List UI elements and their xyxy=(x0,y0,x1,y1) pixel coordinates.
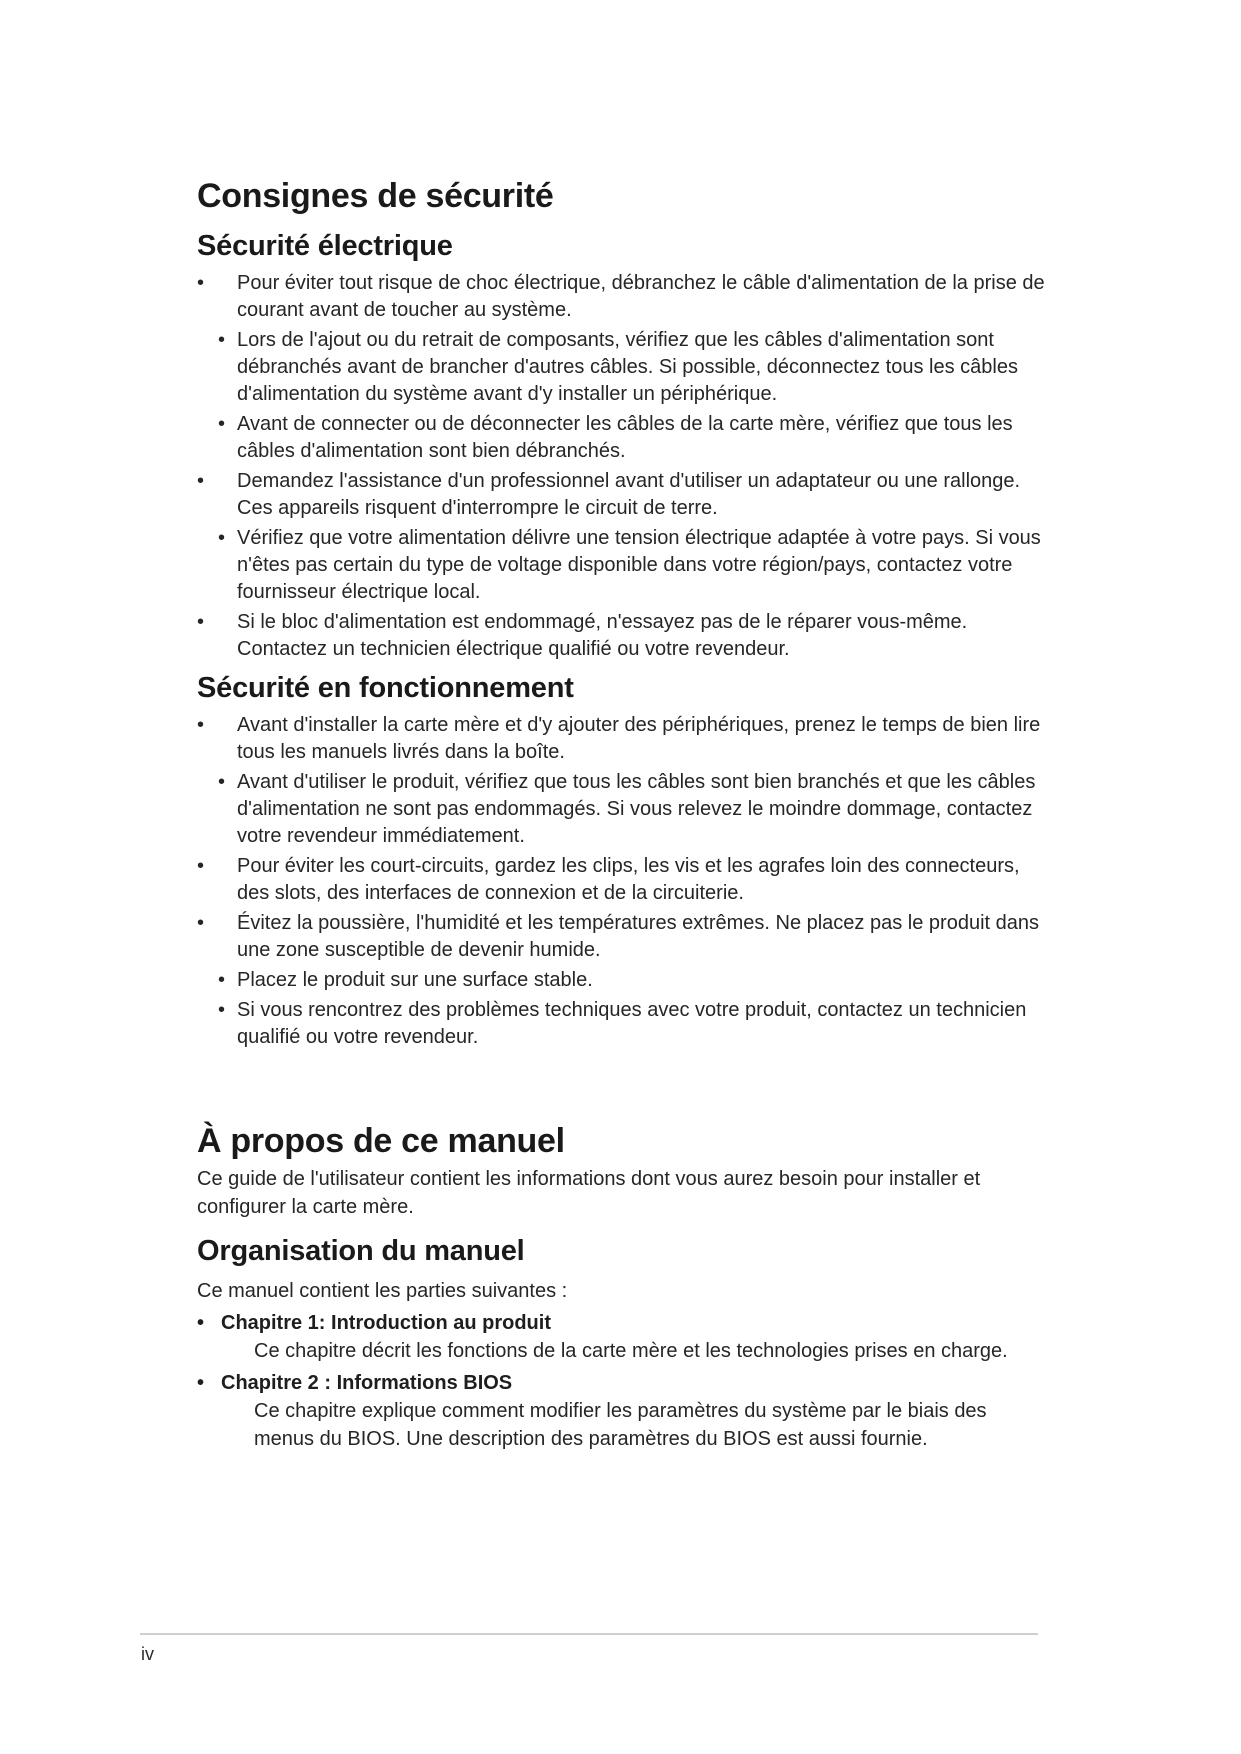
list-item: • Pour éviter les court-circuits, gardez les clips, les vis et les agrafes loin des connecteurs, des slots, des interfaces de connexion et de la circuiterie. xyxy=(197,855,1020,904)
bullet-icon: • xyxy=(218,413,226,435)
list-item: • Placez le produit sur une surface stable. xyxy=(197,967,1045,994)
bullet-icon: • xyxy=(218,329,226,351)
list-item: • Si le bloc d'alimentation est endommagé, n'essayez pas de le réparer vous-même. Contactez un technicien électrique qualifié ou votre revendeur. xyxy=(197,611,968,660)
chapter-title: Chapitre 1: Introduction au produit xyxy=(221,1312,551,1334)
operation-safety-list xyxy=(197,712,1045,1051)
list-item: • Pour éviter tout risque de choc électrique, débranchez le câble d'alimentation de la prise de courant avant de toucher au système. xyxy=(197,272,1045,321)
chapter-description: Ce chapitre décrit les fonctions de la carte mère et les technologies prises en charge. xyxy=(254,1340,1008,1362)
about-manual-title: À propos de ce manuel xyxy=(197,1122,565,1160)
bullet-icon: • xyxy=(218,771,226,793)
organisation-heading: Organisation du manuel xyxy=(197,1235,525,1267)
chapter-title: Chapitre 2 : Informations BIOS xyxy=(221,1372,513,1394)
list-item: • Demandez l'assistance d'un professionnel avant d'utiliser un adaptateur ou une rallonge. Ces appareils risquent d'interrompre le circuit de terre. xyxy=(197,470,1021,519)
bullet-icon: • xyxy=(218,969,226,991)
bullet-icon: • xyxy=(197,1372,205,1394)
bullet-icon: • xyxy=(218,527,226,549)
chapter-description: Ce chapitre explique comment modifier les paramètres du système par le biais des menus du BIOS. Une description des paramètres du BIOS est aussi fournie. xyxy=(254,1400,987,1450)
list-item: • Vérifiez que votre alimentation délivre une tension électrique adaptée à votre pays. Si vous n'êtes pas certain du type de voltage disponible dans votre région/pays, contactez votre fournisseur électrique local. xyxy=(218,527,1041,603)
organisation-intro: Ce manuel contient les parties suivantes : xyxy=(197,1280,568,1302)
list-item: • Avant de connecter ou de déconnecter les câbles de la carte mère, vérifiez que tous les câbles d'alimentation sont bien débranchés. xyxy=(218,413,1013,462)
operation-safety-heading: Sécurité en fonctionnement xyxy=(197,672,574,704)
chapter-list xyxy=(197,1309,1045,1453)
bullet-icon: • xyxy=(197,855,205,877)
footer-divider xyxy=(140,1633,1038,1635)
list-item: • Lors de l'ajout ou du retrait de composants, vérifiez que les câbles d'alimentation sont débranchés avant de brancher d'autres câbles. Si possible, déconnectez tous les câbles d'alimentation du système avant d'y installer un périphérique. xyxy=(218,329,1018,405)
page-content xyxy=(197,172,1045,1455)
bullet-icon: • xyxy=(197,611,205,633)
page-number: iv xyxy=(141,1644,154,1664)
bullet-icon: • xyxy=(197,912,205,934)
chapter-item xyxy=(197,1369,1045,1453)
bullet-icon: • xyxy=(197,1312,205,1334)
safety-title: Consignes de sécurité xyxy=(197,177,554,215)
chapter-item xyxy=(197,1309,1045,1365)
electrical-safety-heading: Sécurité électrique xyxy=(197,230,453,262)
bullet-icon: • xyxy=(197,272,205,294)
list-item: • Avant d'utiliser le produit, vérifiez que tous les câbles sont bien branchés et que les câbles d'alimentation ne sont pas endommagés. Si vous relevez le moindre dommage, contactez votre revendeur immédiatement. xyxy=(218,771,1036,847)
electrical-safety-list xyxy=(197,270,1045,663)
list-item: • Avant d'installer la carte mère et d'y ajouter des périphériques, prenez le temps de bien lire tous les manuels livrés dans la boîte. xyxy=(197,714,1041,763)
bullet-icon: • xyxy=(218,999,226,1021)
bullet-icon: • xyxy=(197,714,205,736)
list-item: • Évitez la poussière, l'humidité et les températures extrêmes. Ne placez pas le produit dans une zone susceptible de devenir humide. xyxy=(197,912,1039,961)
about-manual-intro: Ce guide de l'utilisateur contient les informations dont vous aurez besoin pour installer et configurer la carte mère. xyxy=(197,1168,981,1218)
bullet-icon: • xyxy=(197,470,205,492)
list-item: • Si vous rencontrez des problèmes techniques avec votre produit, contactez un technicien qualifié ou votre revendeur. xyxy=(218,999,1027,1048)
